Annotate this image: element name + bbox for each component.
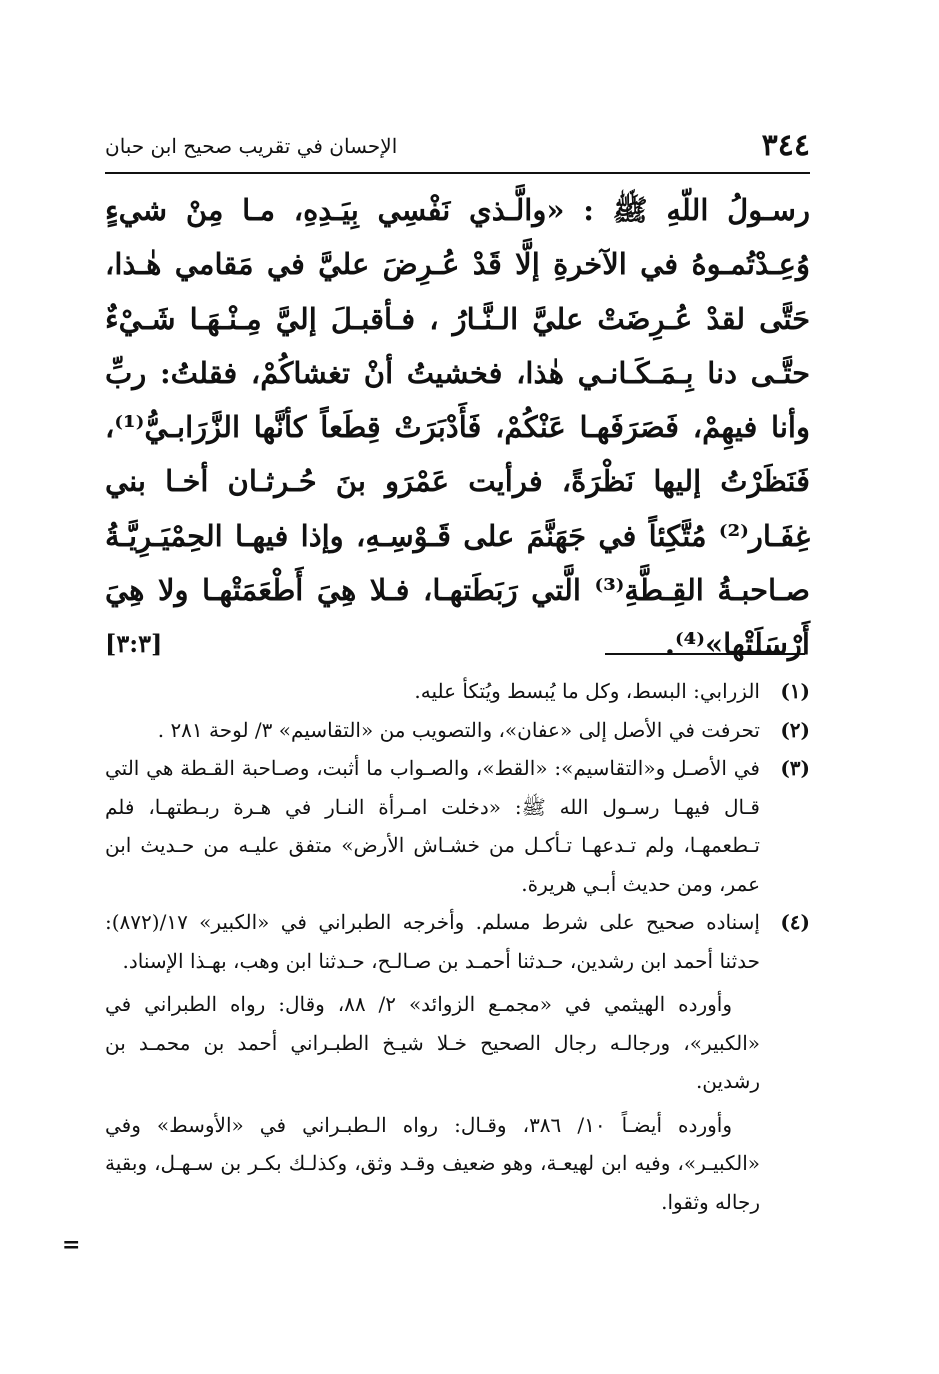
continuation-mark: = [62, 1232, 81, 1258]
footnote-paragraph: وأورده أيضـاً ١٠/ ٣٨٦، وقـال: رواه الـطبـراني في «الأوسط» وفي «الكبيـر»، وفيه ابن لهيعـة، وهو ضعيف وقـد وثق، وكذلـك بكـر بن سـهـل، وبقية رجاله وثقوا. [105, 1112, 760, 1214]
footnotes [105, 672, 810, 1221]
page-number: ٣٤٤ [761, 128, 810, 163]
footnote-text: إسناده صحيح على شرط مسلم. وأخرجه الطبراني في «الكبير» ١٧/(٨٧٢): حدثنا أحمد ابن رشدين، حـدثنا أحمـد بن صـالـح، حـدثنا ابن وهب، بهـذا الإسناد. [105, 910, 760, 973]
footnote-text: الزرابي: البسط، وكل ما يُبسط ويُتكأ عليه. [414, 679, 760, 703]
footnote-text: في الأصـل و«التقاسيم»: «القط»، والصـواب ما أثبت، وصـاحبة القـطة هي التي قـال فيهـا رسـول الله ﷺ: «دخلت امـرأة النـار في هـرة ربـطتهـا، فلم تـطعمهـا، ولم تـدعهـا تـأكـل من خشـاش الأرض» متفق عليـه من حـديث ابن عمر، ومن حديث أبـي هريرة. [105, 756, 760, 896]
footnote-3 [105, 749, 810, 903]
header-rule [105, 172, 810, 174]
footnote-1 [105, 672, 810, 711]
footnote-paragraph: وأورده الهيثمي في «مجمـع الزوائد» ٢/ ٨٨، وقال: رواه الطبراني في «الكبير»، ورجالـه رجال الصحيح خـلا شيـخ الطبـراني أحمد بن محمـد بن رشدين. [105, 992, 760, 1093]
footnote-4 [105, 903, 810, 1221]
page-header [105, 128, 810, 168]
running-title: الإحسان في تقريب صحيح ابن حبان [105, 134, 398, 158]
hadith-text: رسـولُ اللّهِ ﷺ : «والَّـذي نَفْسِي بِيَـدِهِ، مـا مِنْ شيءٍ وُعِـدْتُمـوهُ في الآخرةِ إلَّا قَدْ عُـرِضَ عليَّ في مَقامي هٰـذا، حَتَّى لقدْ عُـرِضَتْ عليَّ الـنَّـارُ ، فـأقبـلَ إليَّ مِـنْـهَـا شَـيْءٌ حتَّـى دنا بِـمَـكَـانـي هٰذا، فخشيتُ أنْ تغشاكُمْ، فقلتُ: ربِّ وأنا فيهِمْ، فَصَرَفَهـا عَنْكُمْ، فَأَدْبَرَتْ قِطَعاً كأنَّها الزَّرَابـيُّ⁽¹⁾، فَنَظَرْتُ إليها نَظْرَةً، فرأيت عَمْرَو بنَ حُـرثـان أخـا بني غِفَـار⁽²⁾ مُتَّكِئاً في جَهَنَّمَ على قَـوْسِـهِ، وإذا فيهـا الحِمْيَـرِيَّـةُ صـاحبـةُ القِـطَّةِ⁽³⁾ الَّتي رَبَطَتهـا، فـلا هِيَ أَطْعَمَتْهـا ولا هِيَ أَرْسَلَتْها»⁽⁴⁾. [105, 193, 811, 662]
footnote-number: (٣) [780, 756, 810, 780]
footnote-number: (٢) [780, 717, 810, 742]
footnote-number: (١) [780, 679, 810, 703]
footnote-text: تحرفت في الأصل إلى «عفان»، والتصويب من «التقاسيم» ٣/ لوحة ٢٨١ . [157, 717, 760, 742]
main-text-block [105, 183, 810, 672]
footnote-2 [105, 711, 810, 750]
hadith-reference: [٣:٣] [105, 629, 163, 659]
footnote-separator [605, 653, 805, 655]
footnote-number: (٤) [780, 910, 810, 934]
